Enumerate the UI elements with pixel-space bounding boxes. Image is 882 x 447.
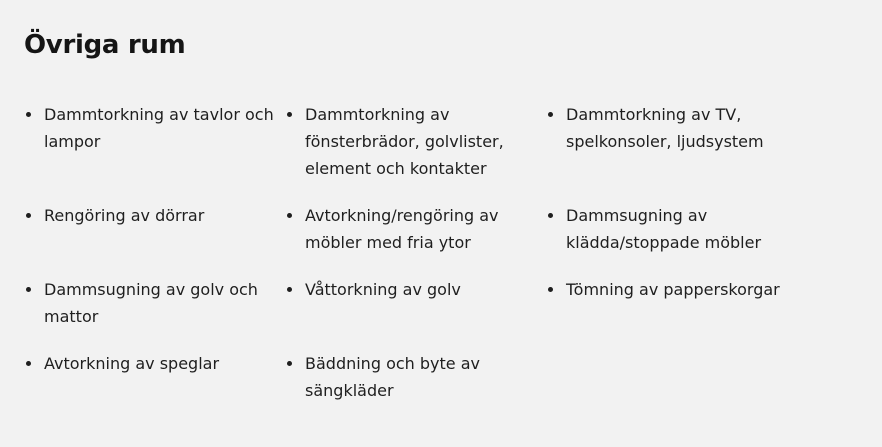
- bullet-icon: [548, 112, 553, 117]
- list-item: [546, 101, 814, 182]
- section-title: Övriga rum: [24, 30, 186, 60]
- list-item-text: Rengöring av dörrar: [44, 206, 205, 225]
- list-item-text: Avtorkning av speglar: [44, 354, 220, 373]
- list-item: [24, 101, 285, 182]
- list-item: [546, 202, 814, 256]
- list-item: [24, 202, 285, 256]
- list-item-text: Tömning av papperskorgar: [566, 280, 780, 299]
- bullet-icon: [287, 213, 292, 218]
- list-item: [285, 101, 546, 182]
- bullet-icon: [26, 361, 31, 366]
- list-item: [285, 202, 546, 256]
- list-item: [546, 276, 814, 330]
- bullet-icon: [26, 112, 31, 117]
- bullet-icon: [26, 213, 31, 218]
- bullet-icon: [548, 287, 553, 292]
- list-item-text: Avtorkning/rengöring av möbler med fria ytor: [305, 206, 499, 252]
- list-item-text: Dammtorkning av fönsterbrädor, golvlister, element och kontakter: [305, 105, 504, 178]
- list-item-text: Dammtorkning av TV, spelkonsoler, ljudsystem: [566, 105, 764, 151]
- list-item: [285, 350, 546, 404]
- list-item: [24, 350, 285, 404]
- list-item-text: Dammsugning av golv och mattor: [44, 280, 258, 326]
- list-item-text: Dammtorkning av tavlor och lampor: [44, 105, 274, 151]
- bullet-icon: [287, 287, 292, 292]
- bullet-icon: [287, 112, 292, 117]
- bullet-icon: [26, 287, 31, 292]
- list-item-text: Dammsugning av klädda/stoppade möbler: [566, 206, 762, 252]
- bullet-icon: [287, 361, 292, 366]
- list-item: [24, 276, 285, 330]
- list-item-text: Bäddning och byte av sängkläder: [305, 354, 480, 400]
- list-item: [285, 276, 546, 330]
- list-item-text: Våttorkning av golv: [305, 280, 461, 299]
- bullet-icon: [548, 213, 553, 218]
- task-list: [24, 101, 814, 404]
